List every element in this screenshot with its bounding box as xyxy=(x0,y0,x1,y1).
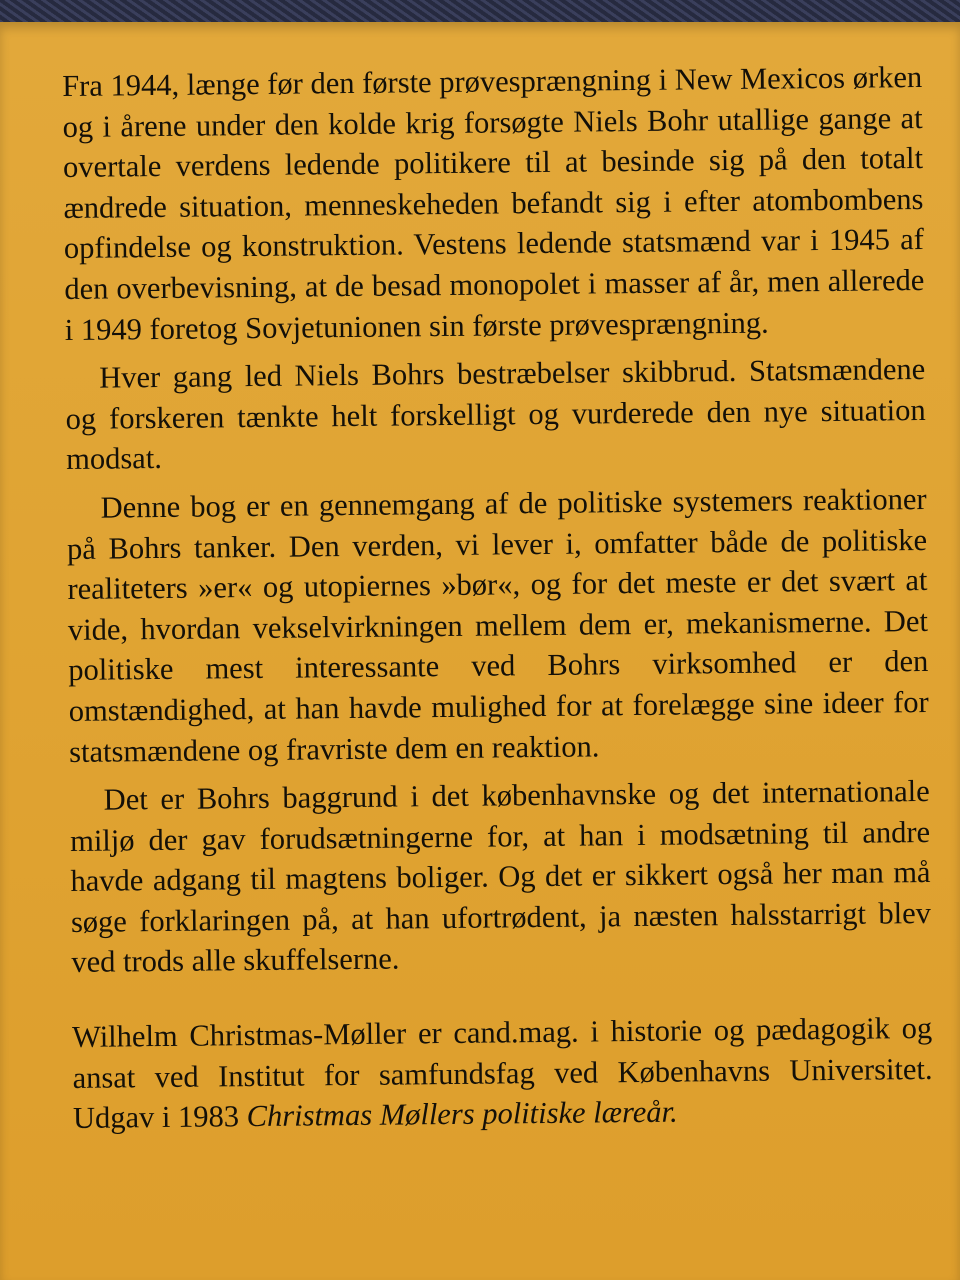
paragraph-2: Hver gang led Niels Bohrs bestræbelser skibbrud. Statsmændene og forskeren tænkte helt forskelligt og vurderede den nye situation modsat. xyxy=(65,352,926,477)
paragraph-4: Det er Bohrs baggrund i det københavnske og det internationale miljø der gav forudsætningerne for, at han i modsætning til andre havde adgang til magtens boliger. Og det er sikkert også her man må søge forklaringen på, at han ufortrødent, ja næsten halsstarrigt blev ved trods alle skuffelserne. xyxy=(69,774,932,980)
author-bio-text: Wilhelm Christmas-Møller er cand.mag. i historie og pædagogik og ansat ved Institut for samfundsfag ved Københavns Universitet. Udgav i 1983 xyxy=(71,1011,933,1136)
author-book-title: Christmas Møllers politiske læreår. xyxy=(246,1094,678,1134)
paragraph-1: Fra 1944, længe før den første prøvesprængning i New Mexicos ørken og i årene under den kolde krig forsøgte Niels Bohr utallige gange at overtale verdens ledende politikere til at besinde sig på den totalt ændrede situation, menneskeheden befandt sig i efter atombombens opfindelse og konstruktion. Vestens ledende statsmænd var i 1945 af den overbevisning, at de besad monopolet i masser af år, men allerede i 1949 foretog Sovjetunionen sin første prøvesprængning. xyxy=(62,59,925,347)
back-cover-text xyxy=(62,57,933,1147)
author-bio xyxy=(72,1008,933,1139)
paragraph-3: Denne bog er en gennemgang af de politiske systemers reaktioner på Bohrs tanker. Den verden, vi lever i, omfatter både de politiske realiteters »er« og utopiernes »bør«, og for det meste er det svært at vide, hvordan vekselvirkningen mellem dem er, mekanismerne. Det politiske mest interessante ved Bohrs virksomhed er den omstændighed, at han havde mulighed for at forelægge sine ideer for statsmændene og fravriste dem en reaktion. xyxy=(66,481,929,769)
